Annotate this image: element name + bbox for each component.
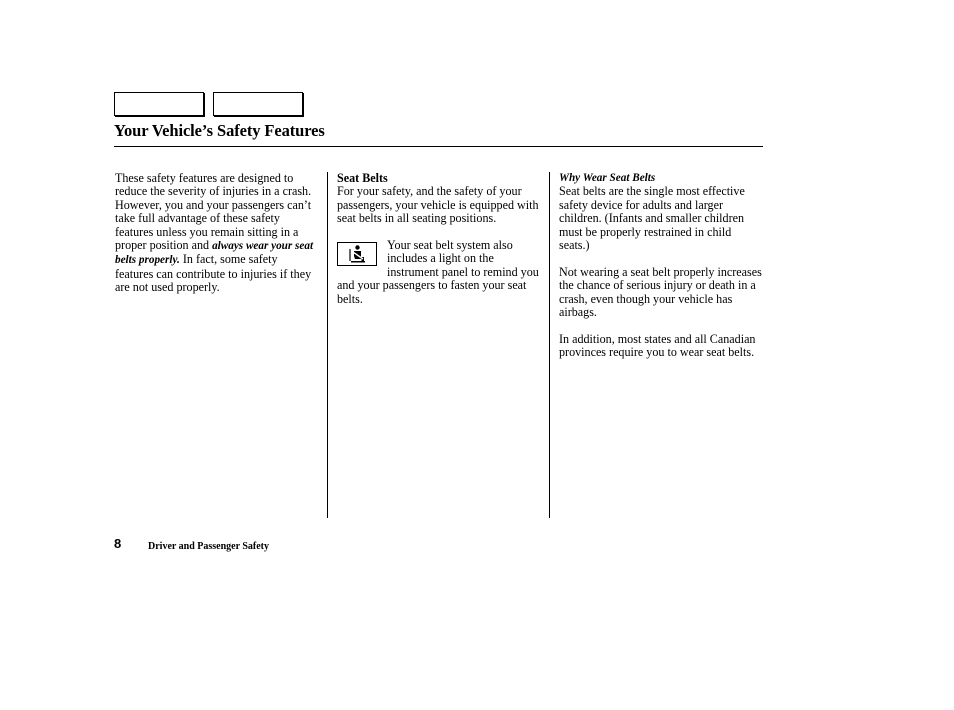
seat-belt-reminder-icon xyxy=(337,242,377,266)
intro-paragraph xyxy=(115,172,318,295)
column-intro xyxy=(115,172,318,308)
column-seat-belts xyxy=(337,172,542,319)
seat-belts-paragraph-1: For your safety, and the safety of your passengers, your vehicle is equipped with seat belts in all seating positions. xyxy=(337,184,539,226)
page-number: 8 xyxy=(114,536,122,551)
seat-belts-paragraph-2: Your seat belt system also includes a light on the instrument panel to remind you and your passengers to fasten your seat belts. xyxy=(337,238,539,306)
column-why-wear xyxy=(559,172,764,373)
column-divider-1 xyxy=(327,172,328,518)
nav-button-1[interactable] xyxy=(114,92,204,116)
why-wear-paragraph-3: In addition, most states and all Canadian provinces require you to wear seat belts. xyxy=(559,331,756,360)
why-wear-paragraph-1: Seat belts are the single most effective safety device for adults and larger children. (Infants and smaller children must be properly restrained in child seats.) xyxy=(559,184,745,253)
seat-belts-heading: Seat Belts xyxy=(337,171,388,185)
intro-emphasis: always wear your seat belts properly. xyxy=(115,240,314,267)
intro-text-start: These safety features are designed to reduce the severity of injuries in a crash. However, you and your passengers can’t take full advantage of these safety features unless you remain sitting in a proper position and xyxy=(115,171,312,253)
title-rule xyxy=(114,146,763,147)
column-divider-2 xyxy=(549,172,550,518)
why-wear-paragraph-2: Not wearing a seat belt properly increases the chance of serious injury or death in a crash, even though your vehicle has airbags. xyxy=(559,264,762,320)
why-wear-heading: Why Wear Seat Belts xyxy=(559,172,656,184)
nav-button-2[interactable] xyxy=(213,92,303,116)
intro-text-end: In fact, some safety features can contribute to injuries if they are not used properly. xyxy=(115,252,312,295)
page-title: Your Vehicle’s Safety Features xyxy=(114,121,325,140)
section-name: Driver and Passenger Safety xyxy=(148,541,270,552)
